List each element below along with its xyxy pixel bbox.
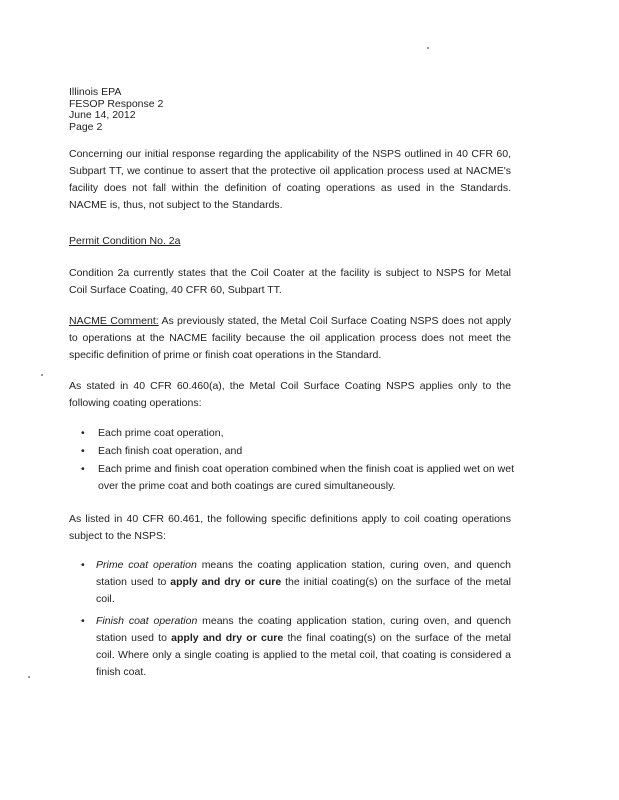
stated-paragraph: As stated in 40 CFR 60.460(a), the Metal Coil Surface Coating NSPS applies only to the following coating operations: bbox=[69, 380, 511, 409]
coating-operations-list bbox=[69, 425, 514, 496]
scan-speck bbox=[427, 47, 429, 49]
condition-paragraph: Condition 2a currently states that the Coil Coater at the facility is subject to NSPS for Metal Coil Surface Coating, 40 CFR 60, Subpart TT. bbox=[69, 267, 511, 296]
comment-text: As previously stated, the Metal Coil Surface Coating NSPS does not apply to operations at the NACME facility because the oil application process does not meet the specific definition of prime or finish coat operations in the Standard. bbox=[69, 315, 511, 361]
list-item: • Each prime and finish coat operation combined when the finish coat is applied wet on wet over the prime coat and both coatings are cured simultaneously. bbox=[81, 463, 514, 492]
list-item: • Each prime coat operation, bbox=[69, 425, 514, 442]
bullet-icon: • bbox=[81, 445, 85, 457]
letterhead-date: June 14, 2012 bbox=[69, 109, 136, 121]
listed-paragraph: As listed in 40 CFR 60.461, the following specific definitions apply to coil coating operations subject to the NSPS: bbox=[69, 513, 511, 542]
bullet-icon: • bbox=[81, 559, 85, 571]
permit-condition-heading: Permit Condition No. 2a bbox=[69, 235, 181, 247]
definition-item: • Finish coat operation means the coating application station, curing oven, and quench station used to apply and dry or cure the final coating(s) on the surface of the metal coil. Where only a single coating is applied to the metal coil, that coating is considered a finish coat. bbox=[81, 615, 512, 678]
definition-term: Finish coat operation bbox=[96, 615, 198, 627]
scan-speck bbox=[28, 676, 30, 678]
bullet-icon: • bbox=[81, 427, 85, 439]
list-item: • Each finish coat operation, and bbox=[69, 443, 514, 460]
letterhead-subject: FESOP Response 2 bbox=[69, 97, 164, 110]
definition-term: Prime coat operation bbox=[96, 559, 197, 571]
definitions-list bbox=[81, 557, 511, 686]
intro-paragraph: Concerning our initial response regarding the applicability of the NSPS outlined in 40 CFR 60, Subpart TT, we continue to assert that the protective oil application process used at NACME's facility does not fall within the definition of coating operations as used in the Standards. NACME is, thus, not subject to the Standards. bbox=[69, 148, 511, 211]
bullet-icon: • bbox=[81, 463, 85, 475]
letterhead-agency: Illinois EPA bbox=[69, 86, 122, 98]
definition-item: • Prime coat operation means the coating application station, curing oven, and quench station used to apply and dry or cure the initial coating(s) on the surface of the metal coil. bbox=[81, 559, 512, 605]
scan-speck bbox=[41, 374, 43, 376]
bullet-icon: • bbox=[81, 615, 85, 627]
letterhead bbox=[69, 87, 163, 133]
letterhead-page-number: Page 2 bbox=[69, 120, 103, 133]
comment-label: NACME Comment: bbox=[69, 315, 159, 327]
comment-paragraph bbox=[69, 313, 511, 364]
